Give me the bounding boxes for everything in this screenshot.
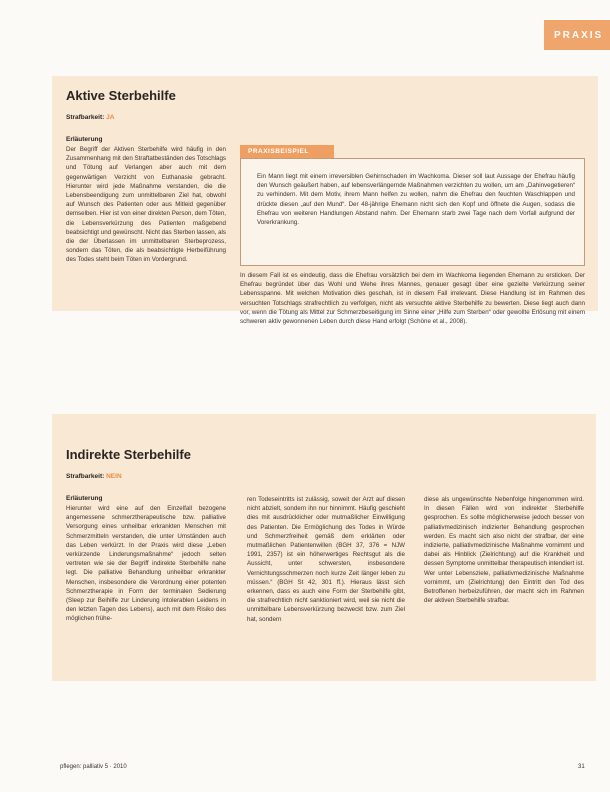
praxisbeispiel-commentary: In diesem Fall ist es eindeutig, dass die Ehefrau vorsätzlich bei dem im Wachkoma liegenden Ehemann zu ersticken. Der Ehefrau begründet über das Wohl und Wehe ihres Mannes, genauer gesagt über eine gezielte Verkürzung seiner Lebensspanne. Mit welchen Motivation dies geschah, ist in diesem Fall irrelevant. Diese Handlung ist im Rahmen des versuchten Totschlags strafrechtlich zu verfolgen, nicht als versuchte aktive Sterbehilfe zu bewerten. Diese liegt auch dann vor, wenn die Tötung als Mittel zur Schmerzbeseitigung im Sinne einer „Hilfe zum Sterben“ oder gewollte Erlösung mit einem schweren aktiv gewonnenen Leben durch diese Hand erfolgt (Schöne et al., 2008). bbox=[240, 272, 585, 326]
section-tab: PRAXIS bbox=[544, 20, 610, 50]
aktive-strafbarkeit bbox=[66, 114, 114, 121]
footer-publication: pflegen: palliativ 5 · 2010 bbox=[60, 764, 127, 770]
page-number: 31 bbox=[578, 764, 585, 770]
page-header bbox=[0, 0, 610, 86]
indirekte-erlaeuterung-title: Erläuterung bbox=[66, 495, 103, 502]
strafbarkeit-value: NEIN bbox=[106, 473, 122, 480]
strafbarkeit-value: JA bbox=[106, 114, 115, 121]
praxisbeispiel-tab: PRAXISBEISPIEL bbox=[240, 145, 334, 158]
aktive-title: Aktive Sterbehilfe bbox=[66, 88, 176, 103]
indirekte-col2: ren Todeseintritts ist zulässig, soweit der Arzt auf diesen nicht abzielt, sondern ihn nur hinnimmt. Häufig geschieht dies mit ausdrücklicher oder mutmaßlicher Einwilligung des Patienten. Die Ermöglichung des Todes in Würde und Schmerzfreiheit gemäß dem erklärten oder mutmaßlichen Patientenwillen (BGH 37, 376 = NJW 1991, 2357) ist ein höherwertiges Rechtsgut als die Aussicht, unter schwersten, insbesondere Vernichtungsschmerzen noch kurze Zeit länger leben zu müssen.“ (BGH St 42, 301 ff.). Hieraus lässt sich erkennen, dass es auch eine Form der Sterbehilfe gibt, die strafrechtlich nicht sanktioniert wird, weil sie nicht die unmittelbare Lebensverkürzung bezweckt bzw. zum Ziel hat, sondern bbox=[247, 496, 405, 623]
indirekte-title: Indirekte Sterbehilfe bbox=[66, 447, 191, 462]
strafbarkeit-label: Strafbarkeit: bbox=[66, 473, 105, 480]
aktive-text: Der Begriff der Aktiven Sterbehilfe wird häufig in den Zusammenhang mit den Straftatbeständen des Totschlags und Tötung auf Verlangen aber auch mit dem gegenwärtigen Verzicht von Euthanasie gebracht. Hierunter wird jede Maßnahme verstanden, die die Lebensbeendigung zum unmittelbaren Ziel hat, obwohl auf Wunsch des Patienten oder aus Mitleid gegenüber demselben. Hier ist von einer direkten Person, dem Töten, die Lebensverkürzung des Patienten maßgebend beabsichtigt und gewünscht. Nicht das Sterben lassen, als die der Überlassen im unmittelbaren Sterbeprozess, sondern das Töten, die als beabsichtigte Herbeiführung des Todes steht beim Töten im Vordergrund. bbox=[66, 146, 226, 264]
praxisbeispiel-text: Ein Mann liegt mit einem irreversiblen Gehirnschaden im Wachkoma. Dieser soll laut Aussage der Ehefrau häufig den Wunsch geäußert haben, auf lebensverlängernde Maßnahmen verzichten zu wollen, um am „Dahinvegetieren“ zu verhindern. Mit dem Motiv, ihrem Mann helfen zu wollen, nahm die Ehefrau den feuchten Waschlappen und drückte diesen „auf den Mund“. Der 48-jährige Ehemann nicht sich den Kopf und öffnete die Augen, sodass die Ehefrau von weiteren Handlungen Abstand nahm. Der Ehemann starb zwei Tage nach dem Vorfall aufgrund der Vorerkrankung. bbox=[257, 173, 575, 227]
indirekte-col3: diese als ungewünschte Nebenfolge hingenommen wird. In diesen Fällen wird von indirekter Sterbehilfe gesprochen. Es sollte möglicherweise jedoch besser von palliativmedizinisch indizierter Behandlung gesprochen werden. Es macht sich also nicht der strafbar, der eine indizierte, palliativmedizinische Maßnahme vornimmt und dabei als Hinblick (Zielrichtung) auf die Krankheit und dessen Symptome unmittelbar therapeutisch intendiert ist. Wer unter Lebensziele, palliativmedizinische Maßnahme vornimmt, um (Zielrichtung) den Eintritt den Tod des Betroffenen herbeizuführen, der macht sich im Rahmen der aktiven Sterbehilfe strafbar. bbox=[424, 496, 584, 605]
indirekte-strafbarkeit bbox=[66, 473, 122, 480]
aktive-erlaeuterung-title: Erläuterung bbox=[66, 136, 103, 143]
strafbarkeit-label: Strafbarkeit: bbox=[66, 114, 105, 121]
indirekte-col1: Hierunter wird eine auf den Einzelfall bezogene angemessene schmerztherapeutische bzw. palliative Versorgung eines unheilbar erkrankten Menschen mit Schmerzmitteln verstanden, die unter Umständen auch das Leben verkürzt. In der Praxis wird diese „Leben verkürzende Linderungsmaßnahme“ jedoch selten vertreten wie sie der Begriff indirekte Sterbehilfe nahe legt. Die palliative Behandlung unheilbar erkrankter Menschen, insbesondere die Verordnung einer potenten Schmerztherapie in Form der terminalen Sedierung (Sleep zur Beihilfe zur Linderung intolerablen Leidens in den letzten Tagen des Lebens), auch mit dem Risiko des möglichen frühe- bbox=[66, 505, 226, 623]
